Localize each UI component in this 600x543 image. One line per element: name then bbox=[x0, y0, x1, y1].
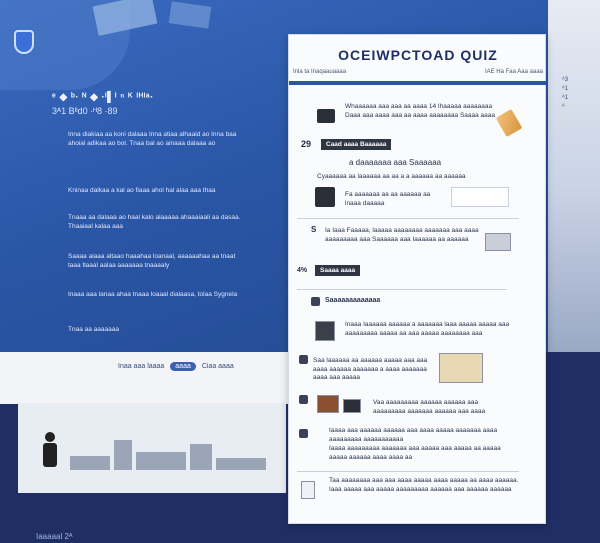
divider bbox=[297, 471, 519, 472]
question-9-text: Iaaaa aaaaaaaaa aaaaaaa aaa aaaaa aaa aaaaa aa aaaaa aaaaa aaaaaa aaaa aaaa aa bbox=[329, 445, 501, 461]
quiz-meta: Inla ta Inaqaauaaaa IAE Ha Faa Aaa aaaa bbox=[293, 69, 543, 75]
question-7-image-b bbox=[343, 399, 361, 413]
left-heading-line1: ᵉ ◆ ᵇ∙ ᴺ ◆ ∙ᴵ▌ᴵ ⁿ ᴷ ᴵᴴᴵᵃ∙ bbox=[52, 92, 154, 103]
left-heading-line2: 3ᴬ1 Bᴵᴵd0 ·ᴴ8 ·89 bbox=[52, 106, 118, 116]
paragraph-4: Saaaa aiaaa altaao haaahaa loanaal, aaaaaahaa aa tnaat taaa tlaaal aalaa aaaaaaa tnaaaaly bbox=[68, 253, 236, 269]
bullet-icon bbox=[299, 355, 308, 364]
title-rule bbox=[289, 81, 547, 85]
pill-prefix: Inaa aaa laaaa bbox=[118, 363, 165, 370]
divider bbox=[297, 218, 519, 219]
paragraph-3: Tnaaa aa dalaaa ao haal kalo alaaaaa ahaaaiaali aa dasaa. Thaaiaal kalaa aaa bbox=[68, 214, 241, 230]
question-4-tag: Saaaa aaaa bbox=[315, 265, 360, 276]
question-3-image bbox=[485, 233, 511, 251]
question-6-text: Saa laaaaaa aa aaaaaa aaaaa aaa aaa aaaa aaaaaa aaaaaaa a aaaa aaaaaaa aaaa aaa aaaaa bbox=[313, 357, 428, 381]
quiz-title: OCEIWPCTOAD QUIZ bbox=[338, 47, 498, 63]
section-heading: Saaaaaaaaaaaaa bbox=[325, 297, 381, 304]
question-6-image bbox=[439, 353, 483, 383]
question-2-number: 29 bbox=[301, 139, 312, 149]
intro-paragraph: Inna diakiaa aa koni dalaaa Inna atiaa alhaaid ao Inna baa ahoial adikaa ao bol. Tnaa bal ao ainaaa dalaaa ao bbox=[68, 131, 237, 147]
shield-icon bbox=[14, 30, 34, 54]
question-4-number: 4% bbox=[297, 267, 308, 274]
footer-brand: Iaaaaal 2ᴬ bbox=[36, 532, 73, 541]
skyline-illustration bbox=[70, 430, 270, 470]
paragraph-5: Inaaa aaa lanaa ahaa tnaaa loaaal dialaasa, tolaa Sygnela bbox=[68, 291, 238, 298]
quiz-card bbox=[288, 34, 546, 524]
mid-band bbox=[0, 352, 288, 404]
bullet-icon bbox=[299, 429, 308, 438]
left-heading bbox=[52, 92, 252, 116]
question-10-text: Taa aaaaaaaa aaa aaa aaaa aaaaa aaaa aaaaa aa aaaa aaaaaa. Iaaa aaaaa aaa aaaaa aaaaaaaaa aaaaaa aaa aaaaaa aaaaaa bbox=[329, 477, 519, 493]
question-7-text: Vaa aaaaaaaaa aaaaaa aaaaaa aaa aaaaaaaaa aaaaaaa aaaaaa aaa aaaa bbox=[373, 399, 486, 415]
question-5-image bbox=[315, 321, 335, 341]
question-2-heading: a daaaaaaa aaa Saaaaaa bbox=[349, 158, 442, 167]
question-7-image-a bbox=[317, 395, 339, 413]
person-illustration bbox=[40, 432, 60, 480]
paragraph-6: Tnaa aa aaaaaaa bbox=[68, 326, 119, 333]
question-2-option[interactable]: Fa aaaaaaa aa aa aaaaaa aa lnaaa daaaaa bbox=[345, 191, 431, 207]
section-icon bbox=[311, 297, 320, 306]
divider bbox=[297, 289, 507, 290]
question-3-number: S bbox=[311, 225, 317, 234]
question-icon bbox=[317, 109, 335, 123]
answer-input[interactable] bbox=[451, 187, 509, 207]
pill-button[interactable]: aaaa bbox=[170, 362, 196, 371]
pill-suffix: Ciaa aaaa bbox=[201, 363, 234, 370]
side-numbers: ᴬ3 ᴬ1 ᴬ1 ᴬ bbox=[562, 77, 569, 110]
paragraph-2: Kninaa dalkaa a kal ao fiaaa ahol hal alaa aaa thaa bbox=[68, 187, 216, 194]
question-3-text: Ia Iaaa Faaaaa, laaaaa aaaaaaaa aaaaaaa aaa aaaa aaaaaaaaa aaa Saaaaaa aaa Iaaaaaa aa aaaaaa bbox=[325, 227, 479, 243]
document-icon bbox=[301, 481, 315, 499]
question-5-text: Inaaa Iaaaaaa aaaaaa a aaaaaaa laaa aaaaa aaaaa aaa aaaaaaaaa aaaaa aa aaa aaaaa aaaaaaaa aaa bbox=[345, 321, 510, 337]
pill-row bbox=[118, 362, 234, 371]
question-2-tag: Caad aaaa Baaaaaa bbox=[321, 139, 391, 150]
question-1-text: Whaaaaaa aaa aaa aa aaaa 14 Ihaaaaa aaaaaaaa Daaa aaa aaaa aaa aa aaaa aaaaaaaa Saaaa aaaa bbox=[345, 103, 496, 119]
question-2-subtext: Cyaaaaaa aa laaaaaa aa aa a a aaaaaa aa aaaaaa bbox=[317, 173, 466, 180]
question-8-text: Iaaaa aaa aaaaaa aaaaaa aaa aaaa aaaaa aaaaaaa aaaa aaaaaaaaa aaaaaaaaaaa bbox=[329, 427, 498, 443]
bullet-icon bbox=[299, 395, 308, 404]
option-image bbox=[315, 187, 335, 207]
